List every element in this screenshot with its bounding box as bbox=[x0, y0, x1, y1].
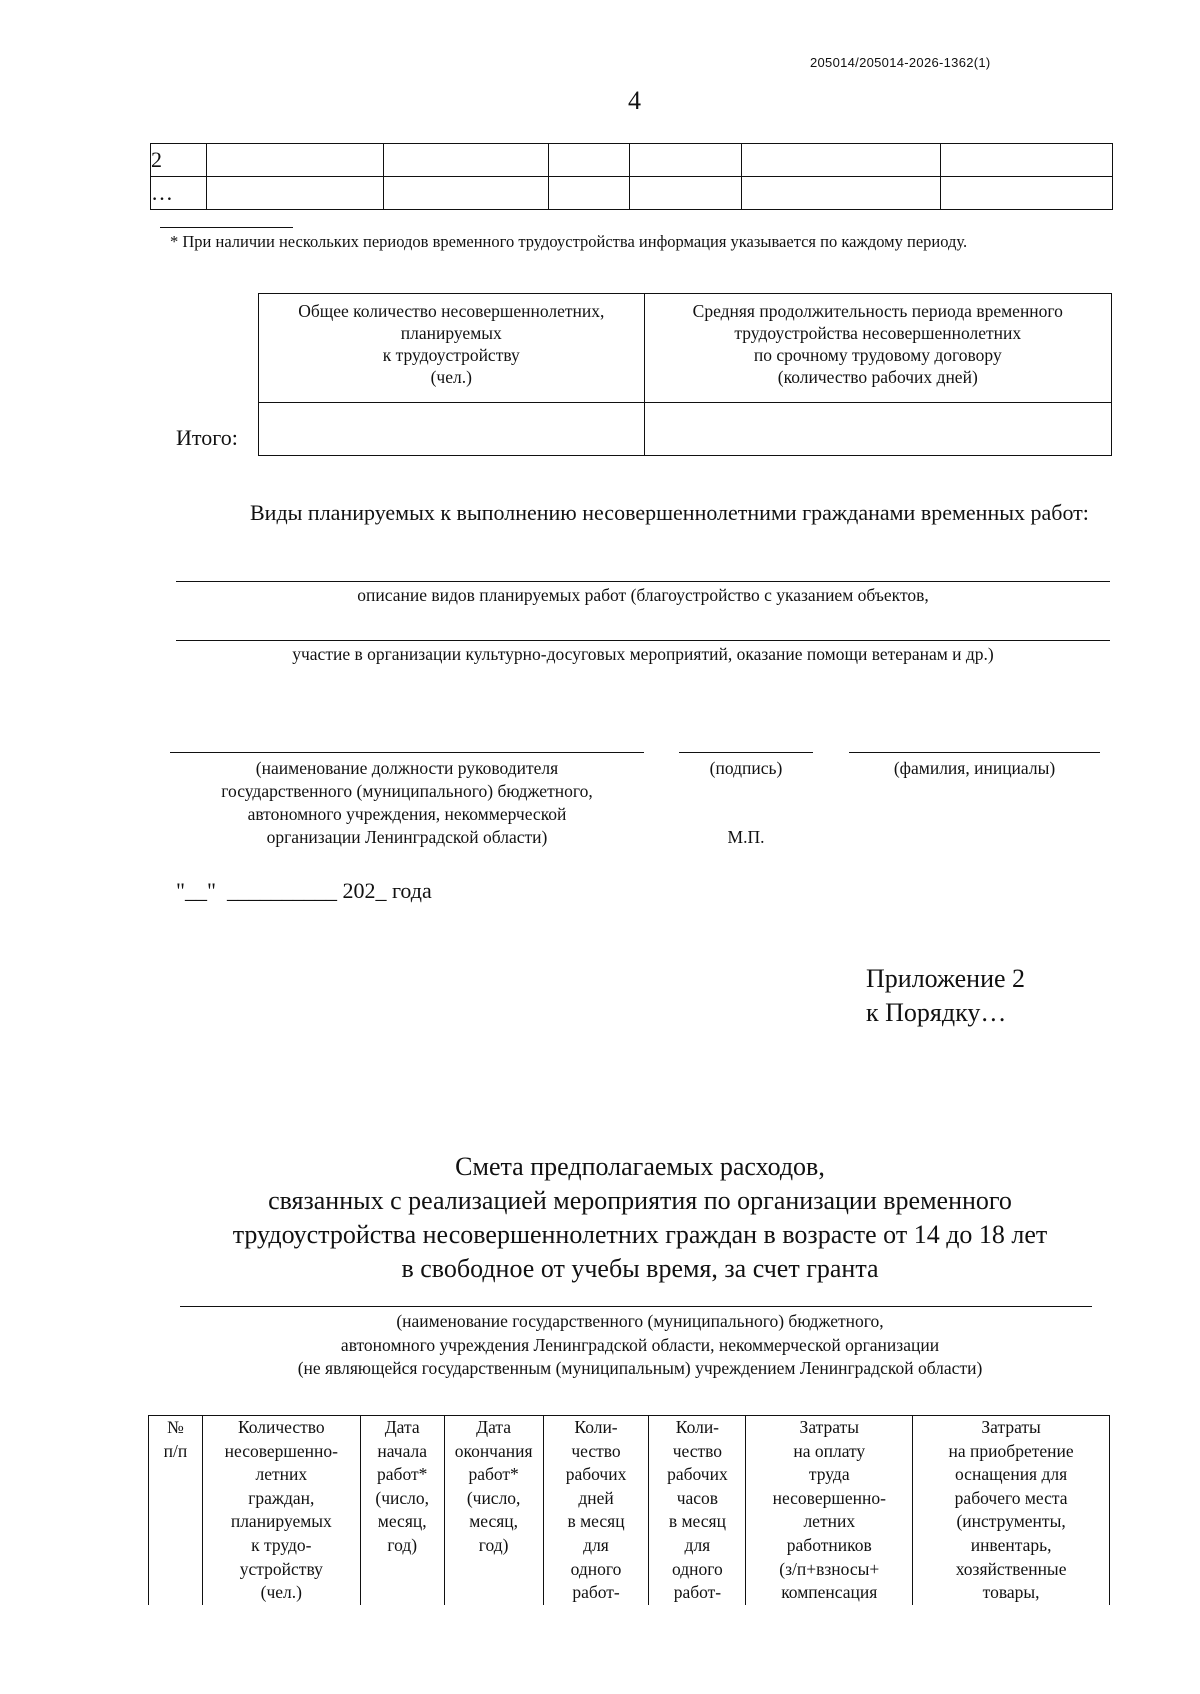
table-header-row bbox=[149, 1416, 1110, 1605]
work-description-line-1 bbox=[176, 581, 1110, 582]
work-description-line-2 bbox=[176, 640, 1110, 641]
table-row bbox=[259, 403, 1112, 456]
column-header-start-date: Дата начала работ* (число, месяц, год) bbox=[360, 1416, 444, 1605]
organization-name-line bbox=[180, 1306, 1092, 1307]
column-header-working-hours: Коли- чество рабочих часов в месяц для одного работ- bbox=[649, 1416, 746, 1605]
position-caption: (наименование должности руководителя государственного (муниципального) бюджетного, автономного учреждения, некоммерческой организации Ленинградской области) bbox=[221, 758, 593, 847]
column-header-number: № п/п bbox=[149, 1416, 203, 1605]
column-header-labor-costs: Затраты на оплату труда несовершенно- летних работников (з/п+взносы+ компенсация bbox=[746, 1416, 913, 1605]
name-line bbox=[849, 752, 1100, 753]
header-avg-duration: Средняя продолжительность периода временного трудоустройства несовершеннолетних по срочному трудовому договору (количество рабочих дней) bbox=[644, 294, 1111, 403]
estimate-title: Смета предполагаемых расходов, связанных с реализацией мероприятия по организации временного трудоустройства несовершеннолетних граждан в возрасте от 14 до 18 лет в свободное от учебы время, за счет гранта bbox=[232, 1152, 1048, 1283]
stamp-label: М.П. bbox=[727, 827, 765, 847]
period-table bbox=[150, 143, 1113, 210]
column-header-minors-count: Количество несовершенно- летних граждан, планируемых к трудо- устройству (чел.) bbox=[202, 1416, 360, 1605]
signature-line bbox=[679, 752, 813, 753]
organization-name-caption: (наименование государственного (муниципального) бюджетного, автономного учреждения Ленинградской области, некоммерческой организации (не являющейся государственным (муниципальным) учреждением Ленинградской области) bbox=[297, 1311, 983, 1378]
position-line bbox=[170, 752, 644, 753]
column-header-working-days: Коли- чество рабочих дней в месяц для одного работ- bbox=[543, 1416, 649, 1605]
header-total-minors: Общее количество несовершеннолетних, планируемых к трудоустройству (чел.) bbox=[259, 294, 645, 403]
footnote-separator bbox=[160, 227, 293, 228]
row-number: 2 bbox=[151, 144, 207, 177]
work-types-intro: Виды планируемых к выполнению несовершеннолетними гражданами временных работ: bbox=[250, 500, 1089, 525]
total-minors-cell bbox=[259, 403, 645, 456]
date-line: "__" __________ 202_ года bbox=[176, 878, 432, 903]
totals-label: Итого: bbox=[176, 425, 238, 450]
name-caption: (фамилия, инициалы) bbox=[893, 758, 1056, 778]
table-row bbox=[151, 144, 1113, 177]
table-row bbox=[151, 177, 1113, 210]
estimate-table bbox=[148, 1415, 1110, 1605]
row-number: … bbox=[151, 177, 207, 210]
appendix-heading: Приложение 2 к Порядку… bbox=[866, 964, 1026, 1027]
table-header-row bbox=[259, 294, 1112, 403]
footnote: * При наличии нескольких периодов временного трудоустройства информация указывается по каждому периоду. bbox=[170, 232, 968, 251]
totals-table bbox=[258, 293, 1112, 456]
page-number: 4 bbox=[628, 86, 641, 115]
avg-duration-cell bbox=[644, 403, 1111, 456]
column-header-end-date: Дата окончания работ* (число, месяц, год) bbox=[444, 1416, 543, 1605]
signature-caption: (подпись) bbox=[709, 758, 783, 778]
work-description-caption-1: описание видов планируемых работ (благоустройство с указанием объектов, bbox=[357, 585, 929, 605]
document-id: 205014/205014-2026-1362(1) bbox=[810, 55, 991, 70]
column-header-equipment-costs: Затраты на приобретение оснащения для рабочего места (инструменты, инвентарь, хозяйственные товары, bbox=[913, 1416, 1110, 1605]
work-description-caption-2: участие в организации культурно-досуговых мероприятий, оказание помощи ветеранам и др.) bbox=[292, 644, 994, 664]
